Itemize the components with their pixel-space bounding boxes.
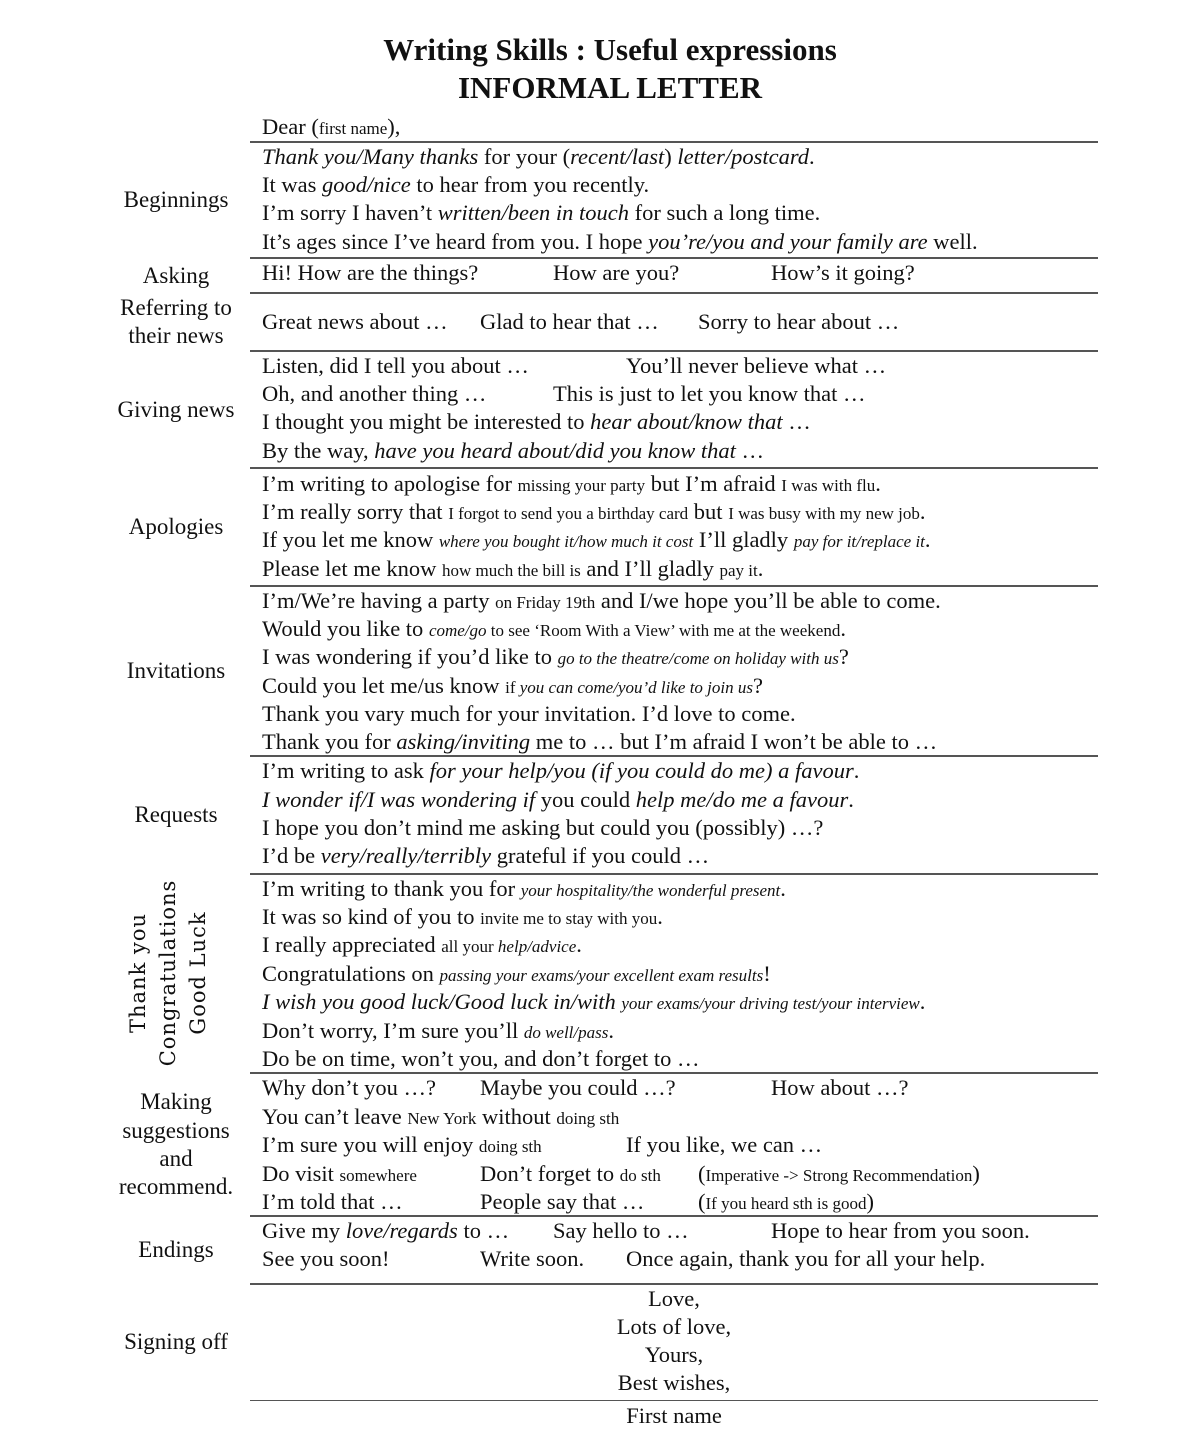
text-segment: I’m writing to apologise for	[262, 471, 518, 496]
text-segment: where you bought it/how much it cost	[438, 532, 694, 551]
section-label-signing-off: Signing off	[124, 1329, 228, 1354]
ending-item: See you soon!	[262, 1246, 390, 1271]
text-segment: your exams/your driving test/your interview	[621, 994, 920, 1013]
text-segment: If you let me know	[262, 527, 439, 552]
text-segment: but	[688, 499, 729, 524]
salutation-suffix: ),	[387, 114, 401, 139]
text: hear about/know that	[590, 409, 783, 434]
text-segment: .	[608, 1018, 614, 1043]
text-segment: Could you let me/us know	[262, 673, 506, 698]
text-segment: invite me to stay with you	[480, 909, 658, 928]
section-label-apologies: Apologies	[128, 514, 224, 539]
asking-item: Hi! How are the things?	[262, 260, 479, 285]
thanks-line	[262, 903, 663, 933]
text-segment: recent/last	[570, 144, 665, 169]
salutation-placeholder: first name	[318, 119, 388, 138]
page-subtitle: INFORMAL LETTER	[457, 70, 763, 105]
text-segment: I’m really sorry that	[262, 499, 449, 524]
requests-line	[262, 786, 854, 814]
salutation-line	[262, 113, 400, 143]
text-segment: Would you like to	[262, 616, 429, 641]
text-segment: ?	[838, 644, 849, 669]
sign-off-option: Love,	[648, 1286, 700, 1311]
text-segment: I really appreciated	[262, 932, 442, 957]
section-label-thanks	[108, 879, 228, 1067]
text-segment: I hope you don’t mind me asking but could you (possibly) …?	[262, 815, 824, 840]
text-segment: if	[505, 678, 520, 697]
text-segment: .	[919, 499, 926, 524]
suggestion-line	[480, 1160, 661, 1190]
text-segment: I’m sure you will enjoy	[262, 1132, 479, 1157]
text: …	[735, 438, 765, 463]
divider	[250, 292, 1098, 294]
text-segment: I’m/We’re having a party	[262, 588, 496, 613]
requests-line	[262, 814, 823, 842]
text-segment: me to … but I’m afraid I won’t be able to …	[530, 729, 938, 754]
text-segment: you’re/you and your family are	[648, 229, 928, 254]
text-segment: Imperative -> Strong Recommendation	[705, 1166, 973, 1185]
text-segment: do sth	[619, 1166, 661, 1185]
invitations-line	[262, 672, 763, 702]
text-segment: )	[866, 1189, 875, 1214]
suggestion-item: Why don’t you …?	[262, 1075, 436, 1100]
text-segment: I was busy with my new job	[728, 504, 920, 523]
text-segment: grateful if you could …	[491, 843, 710, 868]
beginnings-line	[262, 143, 815, 171]
suggestion-item: Maybe you could …?	[480, 1075, 676, 1100]
text-segment: I’m writing to thank you for	[262, 876, 521, 901]
text-segment: without	[476, 1104, 557, 1129]
giving-news-line	[262, 408, 811, 436]
text-segment: help me/do me a favour	[635, 787, 849, 812]
text-segment: come/go	[428, 621, 487, 640]
referring-item: Sorry to hear about …	[698, 309, 900, 334]
ending-item: Hope to hear from you soon.	[771, 1218, 1030, 1243]
text-segment: well.	[927, 229, 978, 254]
invitations-line	[262, 615, 846, 645]
beginnings-line	[262, 199, 820, 227]
giving-news-item: This is just to let you know that …	[553, 381, 866, 406]
giving-news-item: Listen, did I tell you about …	[262, 353, 529, 378]
text-segment: I was wondering if you’d like to	[262, 644, 558, 669]
invitations-line	[262, 700, 796, 728]
text: By the way,	[262, 438, 375, 463]
text-segment: do well/pass	[523, 1023, 609, 1042]
text: …	[782, 409, 811, 434]
giving-news-item: Oh, and another thing …	[262, 381, 487, 406]
text-segment: missing your party	[517, 476, 646, 495]
text-segment: you can come/you’d like to join us	[519, 678, 753, 697]
requests-line	[262, 842, 709, 870]
giving-news-item: You’ll never believe what …	[626, 353, 887, 378]
text-segment: If you heard sth is good	[705, 1194, 867, 1213]
text-segment: New York	[407, 1109, 477, 1128]
text: I thought you might be interested to	[262, 409, 591, 434]
text-segment: help/advice	[497, 937, 577, 956]
thanks-line	[262, 1045, 699, 1073]
thanks-line	[262, 960, 771, 990]
text-segment: love/regards	[345, 1218, 458, 1243]
text-segment: .	[853, 758, 860, 783]
text-segment: )	[664, 144, 678, 169]
text-segment: Thank you/Many thanks	[262, 144, 479, 169]
sign-off-option: Lots of love,	[616, 1314, 732, 1339]
text-segment: Give my	[262, 1218, 346, 1243]
text-segment: passing your exams/your excellent exam results	[439, 966, 764, 985]
text-segment: I forgot to send you a birthday card	[448, 504, 689, 523]
suggestion-line	[262, 1103, 619, 1133]
text-segment: I’d be	[262, 843, 321, 868]
section-label-suggestions: Making	[140, 1089, 212, 1114]
text-segment: written/been in touch	[437, 200, 629, 225]
apologies-line	[262, 526, 931, 556]
suggestion-note	[698, 1160, 980, 1190]
section-label-referring: Referring to	[120, 295, 232, 320]
text-segment: asking/inviting	[396, 729, 531, 754]
requests-line	[262, 757, 859, 785]
text-segment: and I/we hope you’ll be able to come.	[595, 588, 941, 613]
text-segment: your hospitality/the wonderful present	[520, 881, 781, 900]
section-label-requests: Requests	[134, 802, 218, 827]
section-label-beginnings: Beginnings	[123, 187, 229, 212]
suggestion-line	[262, 1131, 542, 1161]
text-segment: on Friday 19th	[495, 593, 596, 612]
text-segment: Don’t worry, I’m sure you’ll	[262, 1018, 524, 1043]
text-segment: but I’m afraid	[645, 471, 782, 496]
text-segment: Do be on time, won’t you, and don’t forget to …	[262, 1046, 700, 1071]
text-segment: !	[763, 961, 771, 986]
thanks-line	[262, 931, 582, 961]
section-label-asking: Asking	[142, 263, 210, 288]
salutation-prefix: Dear (	[262, 114, 319, 139]
asking-item: How’s it going?	[771, 260, 915, 285]
sign-off-name: First name	[626, 1403, 722, 1428]
text-segment: .	[757, 556, 764, 581]
text-segment: It was so kind of you to	[262, 904, 481, 929]
text-segment: and I’ll gladly	[580, 556, 720, 581]
text-segment: for your help/you (if you could do me) a favour	[429, 758, 854, 783]
beginnings-line	[262, 228, 978, 256]
text-segment: .	[657, 904, 663, 929]
text-segment: for your (	[478, 144, 571, 169]
text-segment: .	[809, 144, 815, 169]
label-congratulations: Congratulations	[156, 879, 180, 1067]
text-segment: .	[919, 989, 926, 1014]
text-segment: somewhere	[339, 1166, 417, 1185]
text-segment: .	[840, 616, 846, 641]
text-segment: I wonder if/I was wondering if	[262, 787, 536, 812]
section-label-giving-news: Giving news	[117, 397, 235, 422]
text-segment: go to the theatre/come on holiday with us	[557, 649, 839, 668]
sign-off-option: Best wishes,	[617, 1370, 731, 1395]
suggestion-item: If you like, we can …	[626, 1132, 823, 1157]
text-segment: pay it	[719, 561, 758, 580]
apologies-line	[262, 555, 763, 585]
text-segment: pay for it/replace it	[793, 532, 925, 551]
text-segment: It was	[262, 172, 322, 197]
text-segment: good/nice	[322, 172, 411, 197]
section-label-suggestions-3: and	[159, 1146, 193, 1171]
beginnings-line	[262, 171, 649, 199]
text-segment: letter/postcard	[677, 144, 810, 169]
text-segment: It’s ages since I’ve heard from you. I hope	[262, 229, 649, 254]
text-segment: .	[576, 932, 582, 957]
text-segment: .	[875, 471, 881, 496]
invitations-line	[262, 728, 937, 756]
text-segment: (	[698, 1189, 706, 1214]
invitations-line	[262, 587, 941, 617]
text-segment: I’m sorry I haven’t	[262, 200, 438, 225]
text-segment: .	[848, 787, 854, 812]
text-segment: doing sth	[556, 1109, 620, 1128]
text-segment: Congratulations on	[262, 961, 440, 986]
label-thank-you: Thank you	[126, 912, 150, 1034]
suggestion-item: People say that …	[480, 1189, 645, 1214]
divider	[250, 467, 1098, 469]
ending-item: Once again, thank you for all your help.	[626, 1246, 986, 1271]
text-segment: to hear from you recently.	[410, 172, 650, 197]
text-segment: I’ll gladly	[693, 527, 794, 552]
thanks-line	[262, 988, 925, 1018]
section-label-invitations: Invitations	[126, 658, 226, 683]
text-segment: Thank you vary much for your invitation. I’d love to come.	[262, 701, 796, 726]
text-segment: I was with flu	[781, 476, 876, 495]
divider	[250, 1400, 1098, 1401]
text-segment: .	[924, 527, 931, 552]
section-label-endings: Endings	[138, 1237, 214, 1262]
giving-news-line	[262, 437, 764, 465]
text-segment: You can’t leave	[262, 1104, 408, 1129]
text-segment: I wish you good luck/Good luck in/with	[262, 989, 616, 1014]
text-segment: Thank you for	[262, 729, 397, 754]
thanks-line	[262, 875, 786, 905]
ending-item: Write soon.	[480, 1246, 585, 1271]
ending-item: Say hello to …	[553, 1218, 689, 1243]
text-segment: doing sth	[478, 1137, 542, 1156]
text-segment: for such a long time.	[629, 200, 821, 225]
text-segment: I’m writing to ask	[262, 758, 430, 783]
asking-item: How are you?	[553, 260, 680, 285]
ending-line	[262, 1217, 509, 1245]
suggestion-item: I’m told that …	[262, 1189, 403, 1214]
text-segment: how much the bill is	[441, 561, 581, 580]
suggestion-note	[698, 1188, 874, 1218]
text: have you heard about/did you know that	[374, 438, 736, 463]
text-segment: to …	[457, 1218, 510, 1243]
referring-item: Glad to hear that …	[480, 309, 659, 334]
section-label-suggestions-2: suggestions	[122, 1118, 230, 1143]
sign-off-option: Yours,	[644, 1342, 704, 1367]
text-segment: Do visit	[262, 1161, 340, 1186]
section-label-referring-2: their news	[128, 323, 224, 348]
suggestion-item: How about …?	[771, 1075, 909, 1100]
text-segment: to see ‘Room With a View’ with me at the weekend	[486, 621, 841, 640]
section-label-suggestions-4: recommend.	[118, 1174, 234, 1199]
text-segment: very/really/terribly	[320, 843, 492, 868]
text-segment: )	[972, 1161, 980, 1186]
page-title: Writing Skills : Useful expressions	[383, 32, 837, 67]
text-segment: all your	[441, 937, 498, 956]
text-segment: you could	[535, 787, 636, 812]
invitations-line	[262, 643, 849, 673]
apologies-line	[262, 470, 881, 500]
text-segment: (	[698, 1161, 706, 1186]
label-good-luck: Good Luck	[186, 911, 210, 1035]
text-segment: ?	[752, 673, 763, 698]
text-segment: Please let me know	[262, 556, 442, 581]
text-segment: Don’t forget to	[480, 1161, 620, 1186]
apologies-line	[262, 498, 926, 528]
referring-item: Great news about …	[262, 309, 448, 334]
suggestion-line	[262, 1160, 417, 1190]
thanks-line	[262, 1017, 614, 1047]
text-segment: .	[780, 876, 786, 901]
